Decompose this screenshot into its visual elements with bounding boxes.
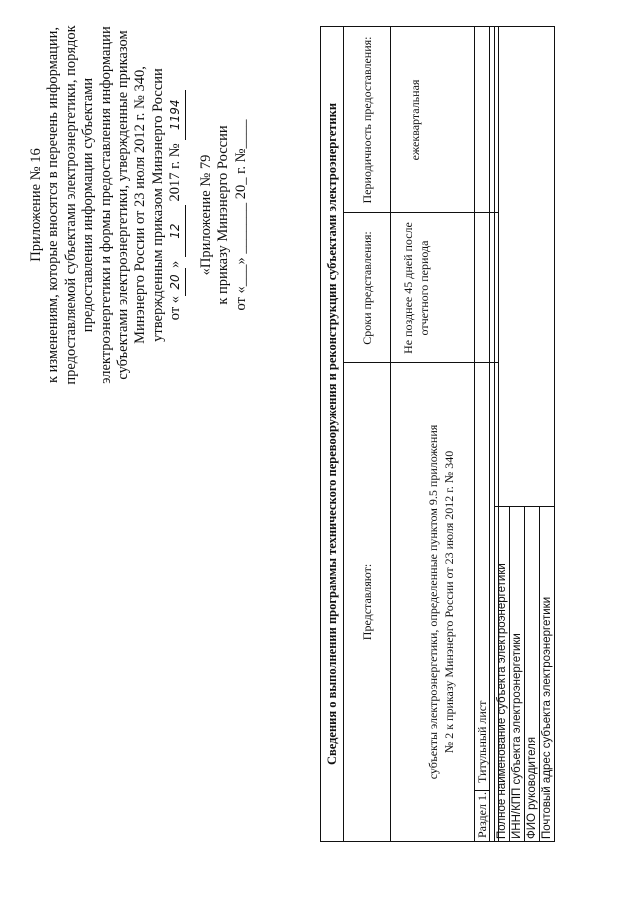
date-month: 12 [167,205,185,257]
date-year: 2017 г. № [167,143,184,202]
date-day: 20 [167,268,185,296]
header-line-3: предоставления информации субъектами [80,77,97,333]
deadline-header: Сроки представления: [360,231,374,345]
header-date-line [167,5,185,405]
sub-header [198,110,250,320]
section-title: Титульный лист [475,700,489,783]
deadline-line-2: отчетного периода [417,240,431,336]
section-divider [475,790,489,791]
sub-header-line-2: к приказу Минэнерго России [215,125,232,305]
deadline-line-1: Не позднее 45 дней после [401,222,415,354]
form-title: Сведения о выполнении программы технического перевооружения и реконструкции субъектами электроэнергетики [320,26,344,842]
provider-header: Представляют: [360,563,374,641]
header-line-1: к изменениям, которые вносятся в перечень информации, [45,26,62,384]
provider-line-2: № 2 к приказу Минэнерго России от 23 июля 2012 г. № 340 [442,450,456,754]
title-row-full-name: Полное наименование субъекта электроэнергетики [494,506,510,842]
title-row-director: ФИО руководителя [524,506,540,842]
date-mid: » [167,260,184,268]
header-line-2: предоставляемой субъектами электроэнергетики, порядок [62,25,79,385]
periodicity-header: Периодичность предоставления: [360,36,374,204]
header-line-6: Минэнерго России от 23 июля 2012 г. № 340, [132,66,149,344]
title-rows-table [494,26,586,842]
title-rows-value-area [494,26,555,507]
date-number: 1194 [167,90,185,140]
appendix-title: Приложение № 16 [28,148,44,262]
title-row-inn-kpp: ИНН/КПП субъекта электроэнергетики [509,506,525,842]
appendix-header [28,5,186,405]
section-label: Раздел 1. [475,792,489,838]
periodicity-value: ежеквартальная [408,79,422,161]
sub-header-line-3: от «___» _______ 20_ г. №____ [232,119,249,311]
header-line-7: утвержденным приказом Минэнерго России [149,68,166,342]
sub-header-line-1: «Приложение № 79 [198,154,214,276]
header-line-5: субъектами электроэнергетики, утвержденные приказом [115,30,132,380]
section-row [474,26,490,842]
title-row-address: Почтовый адрес субъекта электроэнергетики [539,506,555,842]
date-prefix: от « [167,295,184,321]
header-line-4: электроэнергетики и формы предоставления информации [97,26,114,384]
provider-line-1: субъекты электроэнергетики, определенные пунктом 9.5 приложения [426,424,440,780]
